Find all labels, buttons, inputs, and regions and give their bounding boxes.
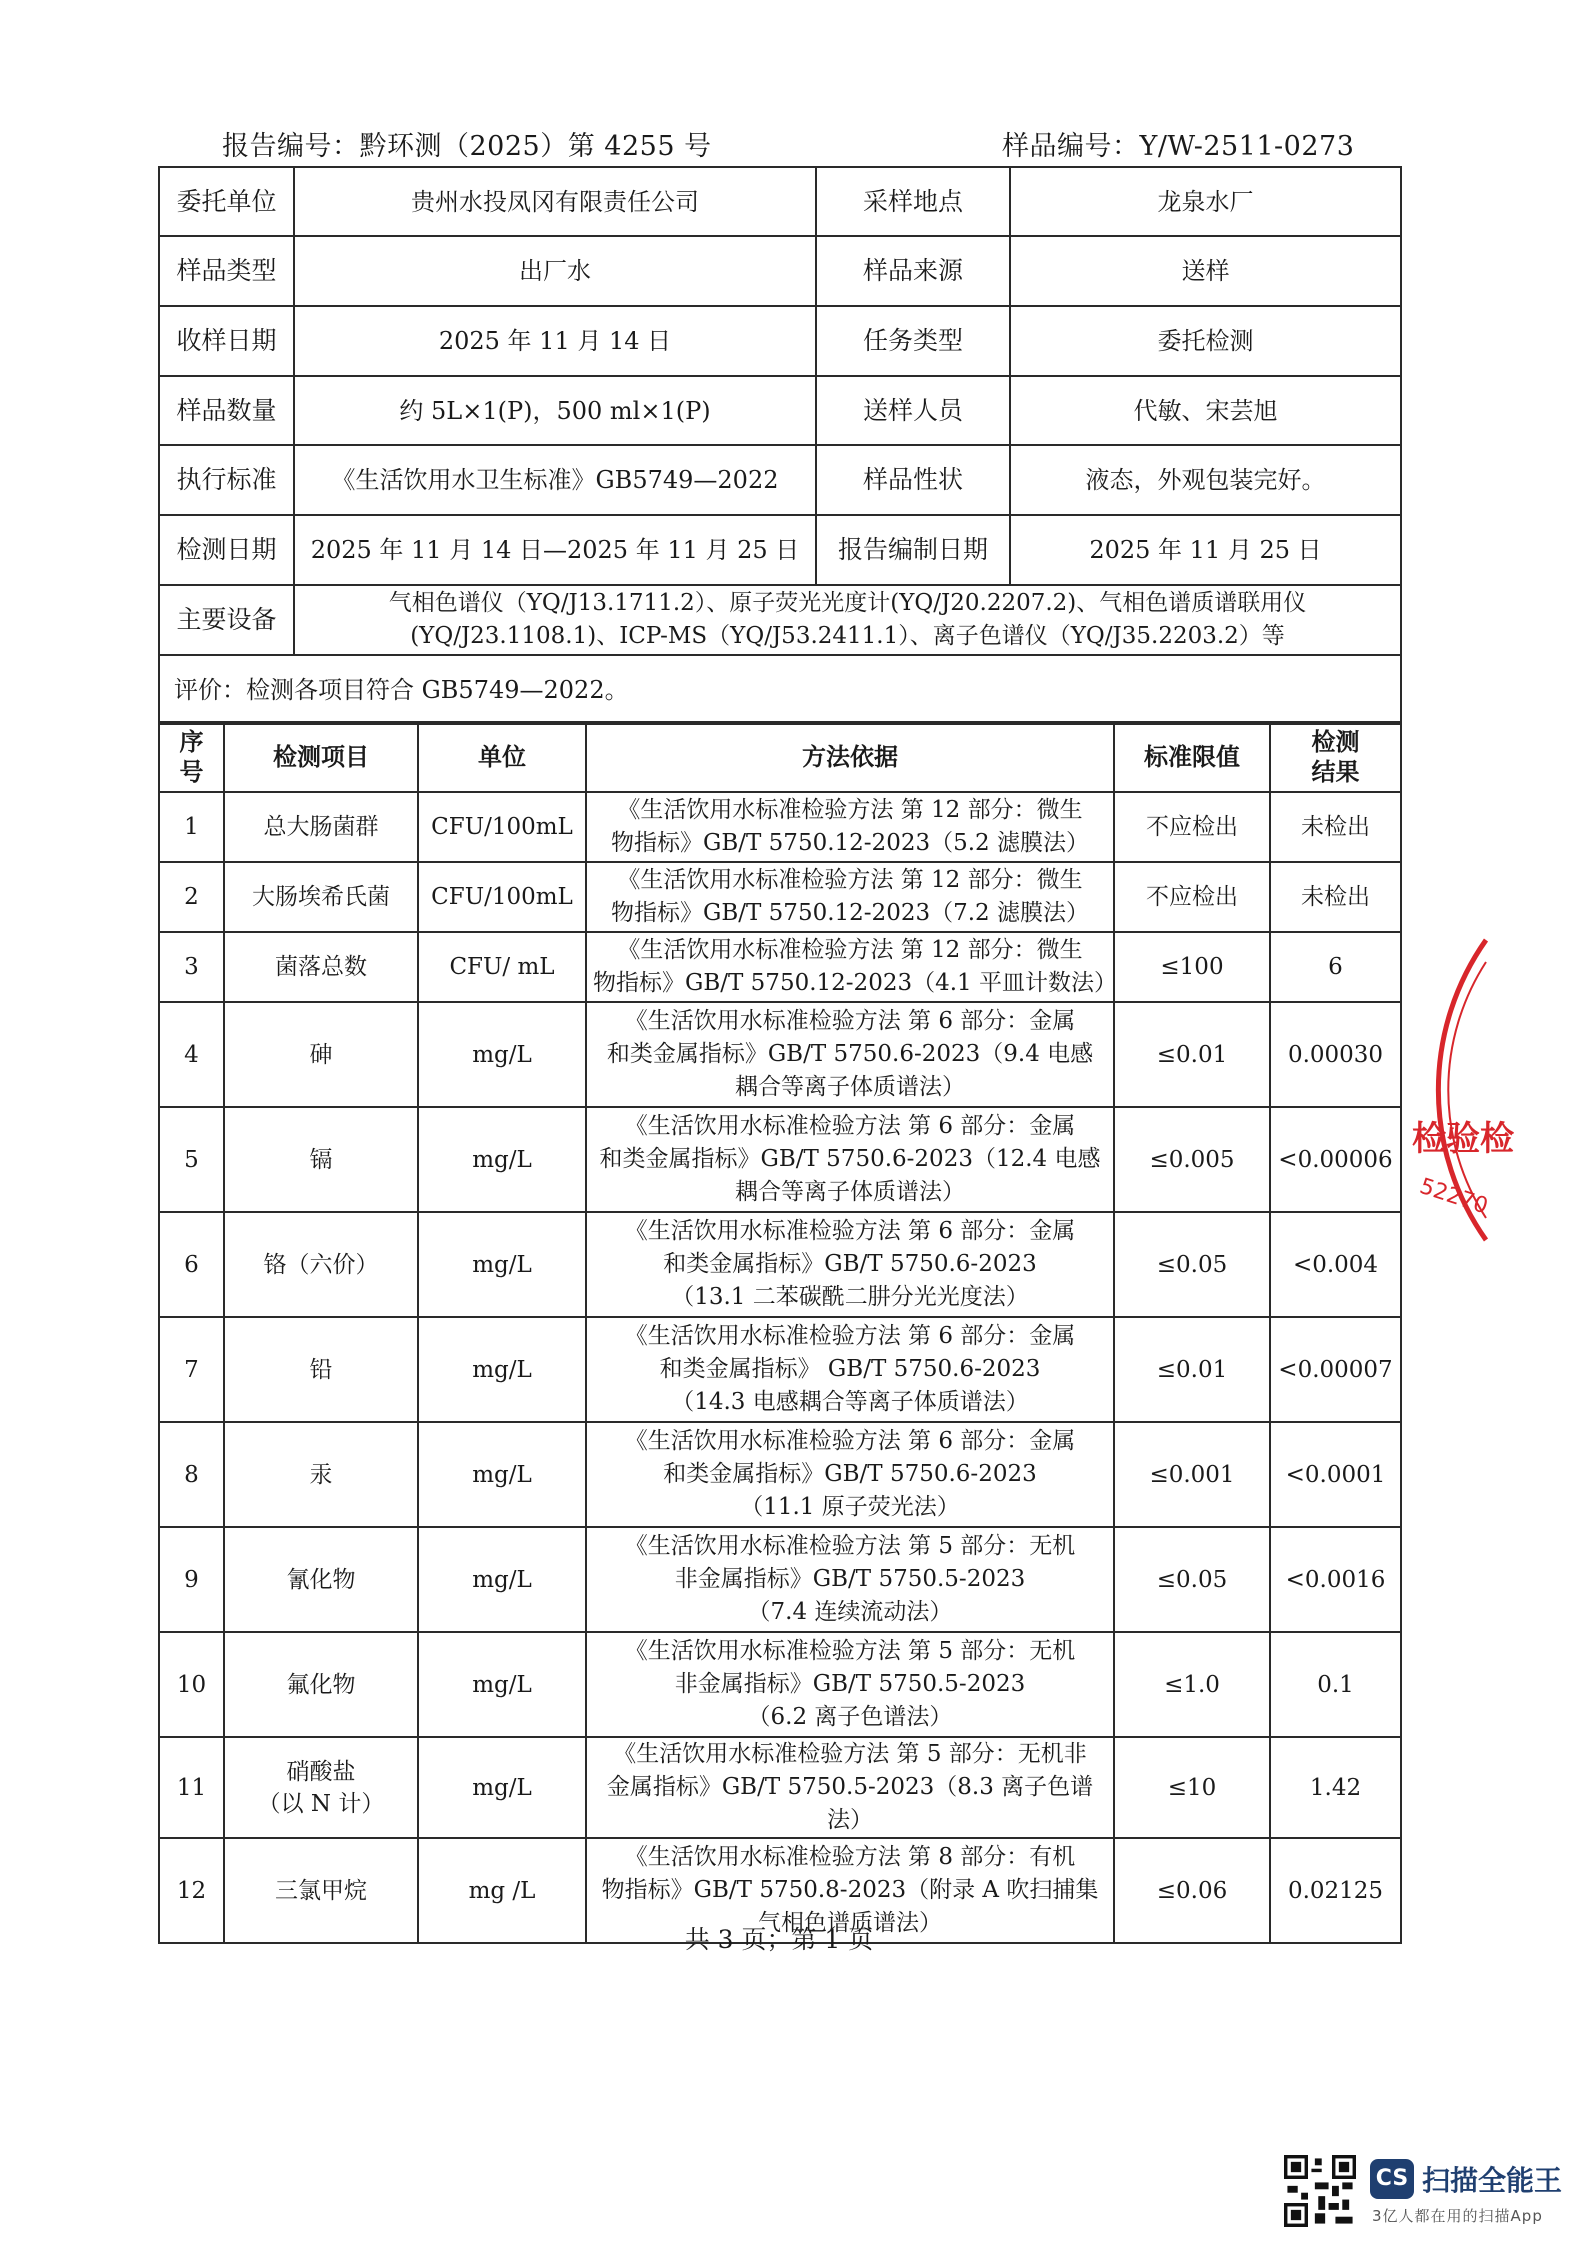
row-item: 镉 <box>224 1107 418 1212</box>
row-item: 三氯甲烷 <box>224 1838 418 1943</box>
row-no: 3 <box>159 932 224 1002</box>
type-label: 样品类型 <box>159 236 294 306</box>
cs-logo: CS <box>1370 2159 1414 2199</box>
row-limit: 不应检出 <box>1114 792 1270 862</box>
receive-date-label: 收样日期 <box>159 306 294 376</box>
row-method <box>586 1107 1114 1212</box>
row-method-line: 非金属指标》GB/T 5750.5-2023 <box>674 1671 1026 1697</box>
row-method-line: （14.3 电感耦合等离子体质谱法） <box>671 1389 1029 1415</box>
row-method-line: 和类金属指标》GB/T 5750.6-2023 <box>663 1461 1037 1487</box>
test-date-label: 检测日期 <box>159 515 294 585</box>
row-unit: mg/L <box>418 1002 586 1107</box>
row-result: 1.42 <box>1270 1737 1401 1838</box>
row-limit: ≤0.005 <box>1114 1107 1270 1212</box>
row-method-line: 《生活饮用水标准检验方法 第 6 部分：金属 <box>624 1113 1076 1139</box>
row-method-line: 耦合等离子体质谱法） <box>735 1179 965 1205</box>
row-item: 铬（六价） <box>224 1212 418 1317</box>
row-no: 8 <box>159 1422 224 1527</box>
row-unit: CFU/100mL <box>418 862 586 932</box>
sample-info-table <box>158 166 1402 725</box>
row-unit: CFU/ mL <box>418 932 586 1002</box>
row-result: 未检出 <box>1270 862 1401 932</box>
header-result-line-1: 检测 <box>1311 727 1360 756</box>
row-unit: mg/L <box>418 1317 586 1422</box>
row-method-line: 《生活饮用水标准检验方法 第 6 部分：金属 <box>624 1008 1076 1034</box>
row-limit: ≤0.05 <box>1114 1527 1270 1632</box>
row-result: 未检出 <box>1270 792 1401 862</box>
row-unit: mg/L <box>418 1737 586 1838</box>
scanner-watermark <box>1284 2155 1584 2235</box>
row-method <box>586 792 1114 862</box>
client-value: 贵州水投凤冈有限责任公司 <box>294 167 816 236</box>
evaluation: 评价：检测各项目符合 GB5749—2022。 <box>159 655 1401 724</box>
report-date-value: 2025 年 11 月 25 日 <box>1010 515 1401 585</box>
row-method-line: 《生活饮用水标准检验方法 第 8 部分：有机 <box>624 1844 1076 1870</box>
header-no-line-2: 号 <box>179 757 204 786</box>
test-date-value: 2025 年 11 月 14 日—2025 年 11 月 25 日 <box>294 515 816 585</box>
row-method-line: 《生活饮用水标准检验方法 第 12 部分：微生 <box>617 937 1083 963</box>
row-item: 大肠埃希氏菌 <box>224 862 418 932</box>
equipment-value <box>294 585 1401 655</box>
task-type-value: 委托检测 <box>1010 306 1401 376</box>
scanner-slogan: 3亿人都在用的扫描App <box>1372 2207 1543 2225</box>
row-unit: mg/L <box>418 1212 586 1317</box>
standard-value: 《生活饮用水卫生标准》GB5749—2022 <box>294 445 816 515</box>
row-limit: ≤0.05 <box>1114 1212 1270 1317</box>
header-no <box>159 722 224 792</box>
state-value: 液态，外观包装完好。 <box>1010 445 1401 515</box>
row-method-line: 物指标》GB/T 5750.8-2023（附录 A 吹扫捕集 <box>601 1877 1099 1903</box>
row-item: 氟化物 <box>224 1632 418 1737</box>
row-method <box>586 932 1117 1002</box>
sender-value: 代敏、宋芸旭 <box>1010 376 1401 445</box>
table-row <box>159 1317 1401 1422</box>
report-date-label: 报告编制日期 <box>816 515 1010 585</box>
row-method <box>586 1212 1114 1317</box>
row-result: 6 <box>1270 932 1401 1002</box>
row-item: 汞 <box>224 1422 418 1527</box>
row-method-line: 和类金属指标》GB/T 5750.6-2023（9.4 电感 <box>606 1041 1094 1067</box>
row-no: 5 <box>159 1107 224 1212</box>
row-no: 7 <box>159 1317 224 1422</box>
header-method: 方法依据 <box>586 722 1114 792</box>
row-item: 氰化物 <box>224 1527 418 1632</box>
task-type-label: 任务类型 <box>816 306 1010 376</box>
quantity-label: 样品数量 <box>159 376 294 445</box>
client-label: 委托单位 <box>159 167 294 236</box>
sender-label: 送样人员 <box>816 376 1010 445</box>
row-method <box>586 1002 1114 1107</box>
row-method-line: 和类金属指标》GB/T 5750.6-2023（12.4 电感 <box>599 1146 1101 1172</box>
standard-label: 执行标准 <box>159 445 294 515</box>
sample-number: 样品编号：Y/W-2511-0273 <box>1002 131 1355 162</box>
table-row <box>159 1737 1401 1838</box>
row-method-line: 物指标》GB/T 5750.12-2023（5.2 滤膜法） <box>611 830 1089 856</box>
table-row <box>159 1422 1401 1527</box>
row-result: <0.00007 <box>1270 1317 1401 1422</box>
row-method-line: （11.1 原子荧光法） <box>740 1494 960 1520</box>
row-unit: mg/L <box>418 1632 586 1737</box>
row-method-line: 物指标》GB/T 5750.12-2023（7.2 滤膜法） <box>611 900 1089 926</box>
row-limit: 不应检出 <box>1114 862 1270 932</box>
site-label: 采样地点 <box>816 167 1010 236</box>
row-no: 10 <box>159 1632 224 1737</box>
row-item <box>224 1737 418 1838</box>
page-number: 共 3 页；第 1 页 <box>684 1925 874 1954</box>
table-row <box>159 1107 1401 1212</box>
row-no: 9 <box>159 1527 224 1632</box>
stamp-text-code: 52270 <box>1416 1173 1491 1220</box>
row-item: 菌落总数 <box>224 932 418 1002</box>
row-method-line: 《生活饮用水标准检验方法 第 6 部分：金属 <box>624 1218 1076 1244</box>
stamp-text-main: 检验检 <box>1412 1119 1514 1159</box>
header-item: 检测项目 <box>224 722 418 792</box>
row-method <box>586 1422 1114 1527</box>
row-limit: ≤1.0 <box>1114 1632 1270 1737</box>
table-row <box>159 1002 1401 1107</box>
quantity-value: 约 5L×1(P)，500 ml×1(P) <box>294 376 816 445</box>
row-method-line: 气相色谱质谱法） <box>758 1910 942 1936</box>
row-unit: CFU/100mL <box>418 792 586 862</box>
table-row <box>159 1632 1401 1737</box>
row-method-line: 《生活饮用水标准检验方法 第 5 部分：无机非 <box>613 1741 1087 1767</box>
row-method-line: 《生活饮用水标准检验方法 第 5 部分：无机 <box>624 1638 1076 1664</box>
row-method-line: 《生活饮用水标准检验方法 第 5 部分：无机 <box>624 1533 1076 1559</box>
red-seal-stamp <box>1398 940 1514 1240</box>
row-method-line: 《生活饮用水标准检验方法 第 12 部分：微生 <box>617 797 1083 823</box>
row-method-line: 《生活饮用水标准检验方法 第 6 部分：金属 <box>624 1428 1076 1454</box>
row-result: 0.02125 <box>1270 1838 1401 1943</box>
header-no-line-1: 序 <box>179 727 204 756</box>
state-label: 样品性状 <box>816 445 1010 515</box>
table-row <box>159 862 1401 932</box>
results-table <box>158 721 1402 1944</box>
row-method-line: （7.4 连续流动法） <box>747 1599 953 1625</box>
row-method-line: 《生活饮用水标准检验方法 第 6 部分：金属 <box>624 1323 1076 1349</box>
equipment-line-2: (YQ/J23.1108.1)、ICP-MS（YQ/J53.2411.1）、离子色谱仪（YQ/J35.2203.2）等 <box>410 623 1285 649</box>
report-number: 报告编号：黔环测（2025）第 4255 号 <box>222 131 712 162</box>
header-result-line-2: 结果 <box>1311 757 1360 786</box>
row-item: 总大肠菌群 <box>224 792 418 862</box>
row-unit: mg/L <box>418 1107 586 1212</box>
row-no: 1 <box>159 792 224 862</box>
row-no: 6 <box>159 1212 224 1317</box>
row-method-line: 耦合等离子体质谱法） <box>735 1074 965 1100</box>
row-item: 砷 <box>224 1002 418 1107</box>
row-item-line: （以 N 计） <box>257 1790 385 1817</box>
row-unit: mg/L <box>418 1422 586 1527</box>
row-item-line: 硝酸盐 <box>286 1758 356 1785</box>
table-row <box>159 792 1401 862</box>
header-limit: 标准限值 <box>1114 722 1270 792</box>
row-limit: ≤0.06 <box>1114 1838 1270 1943</box>
table-row <box>159 932 1401 1002</box>
row-result: <0.0016 <box>1270 1527 1401 1632</box>
type-value: 出厂水 <box>294 236 816 306</box>
scanner-app-name: 扫描全能王 <box>1422 2164 1563 2197</box>
equipment-line-1: 气相色谱仪（YQ/J13.1711.2）、原子荧光光度计(YQ/J20.2207.2)、气相色谱质谱联用仪 <box>388 590 1307 616</box>
row-method-line: （6.2 离子色谱法） <box>747 1704 953 1730</box>
row-item: 铅 <box>224 1317 418 1422</box>
header-result <box>1270 722 1401 792</box>
qr-code-icon <box>1284 2155 1356 2227</box>
row-result: <0.00006 <box>1270 1107 1401 1212</box>
row-method-line: 物指标》GB/T 5750.12-2023（4.1 平皿计数法） <box>593 970 1117 996</box>
row-no: 2 <box>159 862 224 932</box>
source-label: 样品来源 <box>816 236 1010 306</box>
row-no: 12 <box>159 1838 224 1943</box>
row-method-line: （13.1 二苯碳酰二肼分光光度法） <box>671 1284 1029 1310</box>
row-result: <0.004 <box>1270 1212 1401 1317</box>
row-limit: ≤0.01 <box>1114 1317 1270 1422</box>
header-unit: 单位 <box>418 722 586 792</box>
site-value: 龙泉水厂 <box>1010 167 1401 236</box>
row-result: <0.0001 <box>1270 1422 1401 1527</box>
equipment-label: 主要设备 <box>159 585 294 655</box>
row-method <box>586 862 1114 932</box>
row-no: 11 <box>159 1737 224 1838</box>
row-result: 0.1 <box>1270 1632 1401 1737</box>
row-limit: ≤0.001 <box>1114 1422 1270 1527</box>
row-method <box>586 1317 1114 1422</box>
row-limit: ≤10 <box>1114 1737 1270 1838</box>
row-result: 0.00030 <box>1270 1002 1401 1107</box>
row-limit: ≤0.01 <box>1114 1002 1270 1107</box>
row-no: 4 <box>159 1002 224 1107</box>
row-method-line: 金属指标》GB/T 5750.5-2023（8.3 离子色谱法） <box>606 1774 1094 1833</box>
table-row <box>159 1212 1401 1317</box>
source-value: 送样 <box>1010 236 1401 306</box>
row-method-line: 非金属指标》GB/T 5750.5-2023 <box>674 1566 1026 1592</box>
row-method-line: 《生活饮用水标准检验方法 第 12 部分：微生 <box>617 867 1083 893</box>
row-method <box>586 1527 1114 1632</box>
row-unit: mg /L <box>418 1838 586 1943</box>
row-method <box>586 1632 1114 1737</box>
row-limit: ≤100 <box>1114 932 1270 1002</box>
row-unit: mg/L <box>418 1527 586 1632</box>
row-method-line: 和类金属指标》 GB/T 5750.6-2023 <box>659 1356 1041 1382</box>
row-method-line: 和类金属指标》GB/T 5750.6-2023 <box>663 1251 1037 1277</box>
receive-date-value: 2025 年 11 月 14 日 <box>294 306 816 376</box>
table-row <box>159 1527 1401 1632</box>
row-method <box>586 1737 1114 1838</box>
